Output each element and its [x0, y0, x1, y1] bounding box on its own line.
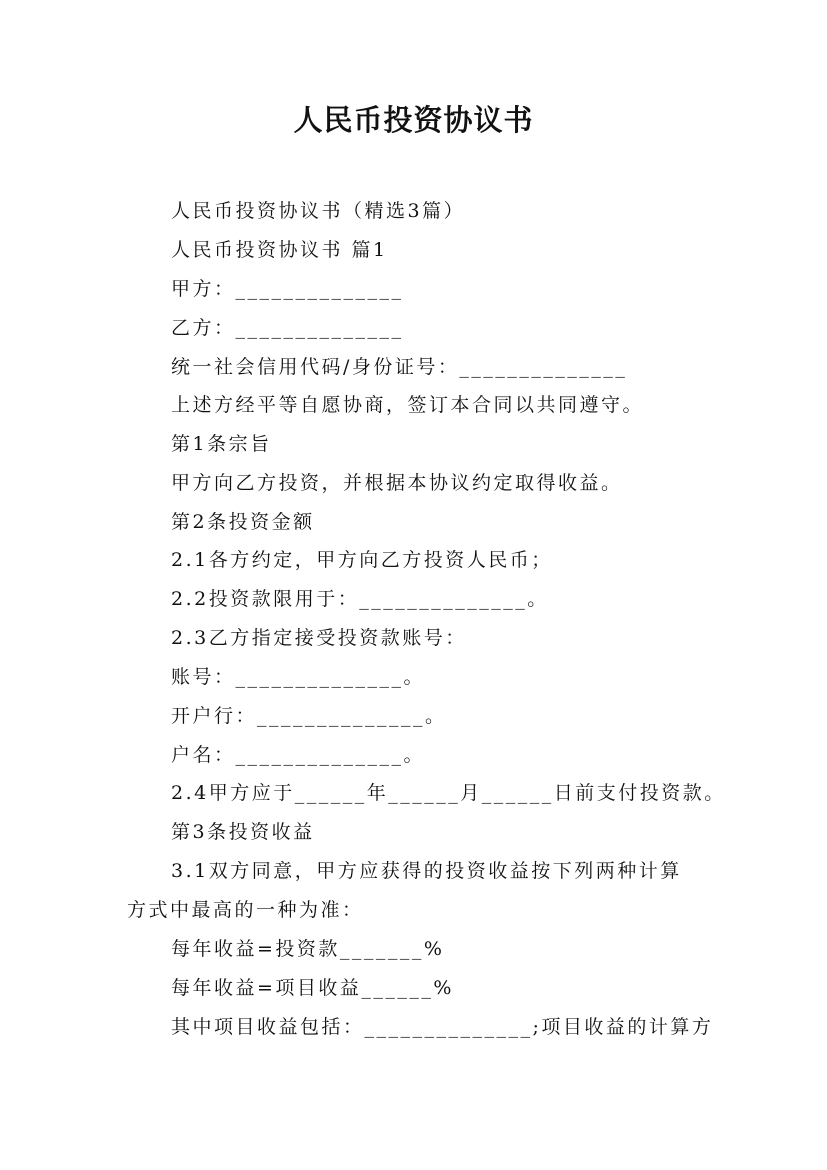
clause-2-2: 2.2投资款限用于：______________。 [171, 588, 549, 610]
article-2-heading: 第2条投资金额 [171, 511, 315, 533]
account-number-line: 账号：______________。 [171, 666, 426, 688]
article-1-heading: 第1条宗旨 [171, 433, 272, 455]
party-b-line: 乙方：______________ [171, 317, 404, 339]
clause-2-1: 2.1各方约定，甲方向乙方投资人民币； [171, 549, 553, 571]
section-heading-1: 人民币投资协议书 篇1 [171, 239, 388, 261]
project-income-line: 其中项目收益包括：______________;项目收益的计算方 [171, 1016, 714, 1038]
clause-3-1-continued: 方式中最高的一种为准： [127, 899, 364, 921]
bank-line: 开户行：______________。 [171, 705, 447, 727]
subtitle-line: 人民币投资协议书（精选3篇） [171, 200, 466, 222]
credit-code-line: 统一社会信用代码/身份证号：______________ [171, 356, 628, 378]
account-name-line: 户名：______________。 [171, 744, 426, 766]
article-3-heading: 第3条投资收益 [171, 821, 315, 843]
clause-2-3: 2.3乙方指定接受投资款账号： [171, 627, 467, 649]
clause-2-4: 2.4甲方应于______年______月______日前支付投资款。 [171, 782, 726, 804]
annual-income-formula-1: 每年收益=投资款_______% [171, 938, 445, 960]
article-1-text: 甲方向乙方投资，并根据本协议约定取得收益。 [171, 472, 623, 494]
party-a-line: 甲方：______________ [171, 278, 404, 300]
preamble-line: 上述方经平等自愿协商，签订本合同以共同遵守。 [171, 394, 645, 416]
clause-3-1: 3.1双方同意，甲方应获得的投资收益按下列两种计算 [171, 860, 682, 882]
document-title: 人民币投资协议书 [293, 103, 534, 137]
annual-income-formula-2: 每年收益=项目收益______% [171, 977, 454, 999]
